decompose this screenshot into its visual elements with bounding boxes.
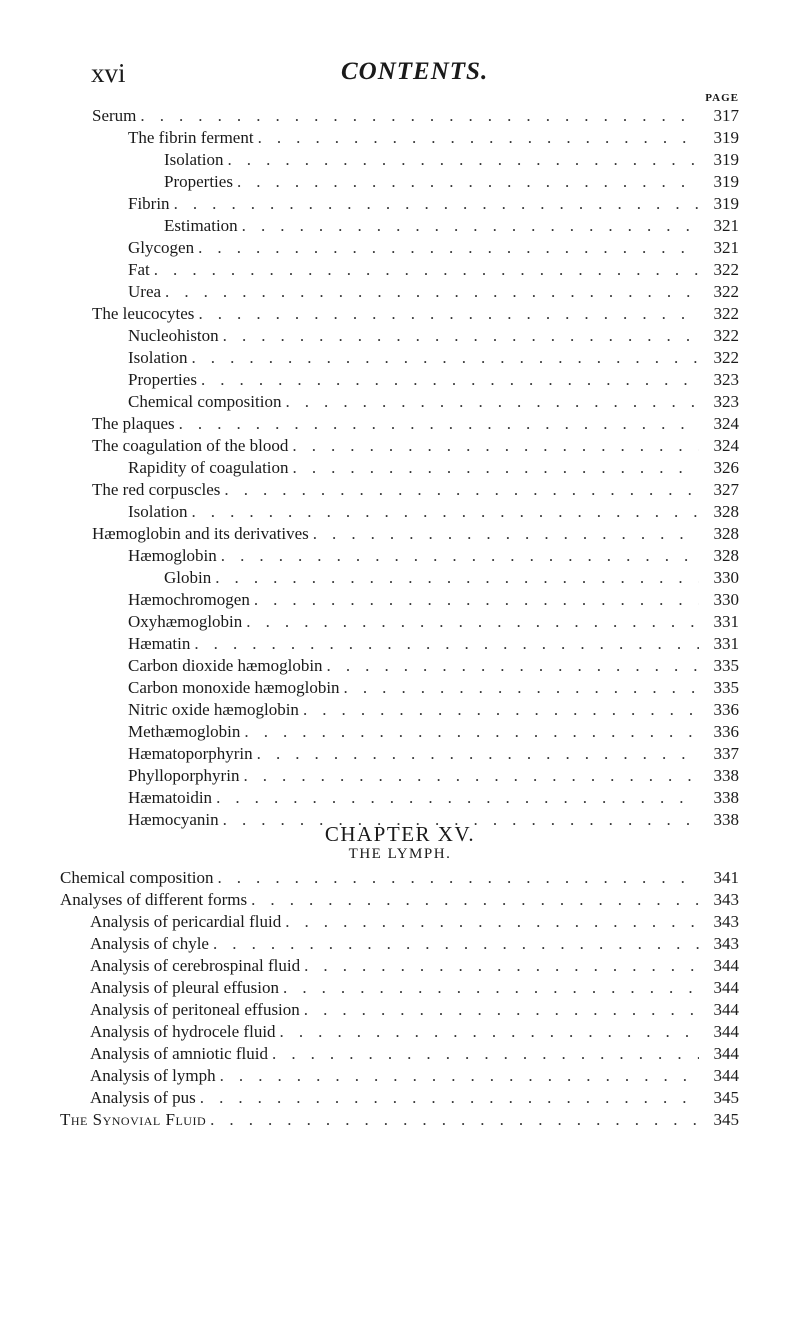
toc-entry: [0, 105, 800, 127]
toc-entry-page: 344: [713, 1066, 739, 1085]
toc-entry-page: 336: [713, 700, 739, 719]
dot-leader: [192, 501, 700, 523]
toc-entry-label: Properties: [128, 370, 197, 389]
toc-entry-page: 319: [713, 128, 739, 147]
dot-leader: [303, 699, 699, 721]
dot-leader: [223, 325, 699, 347]
toc-entry-page: 344: [713, 978, 739, 997]
toc-entry-page: 341: [713, 868, 739, 887]
toc-entry-page: 322: [713, 260, 739, 279]
toc-entry: [0, 611, 800, 633]
toc-entry-page: 328: [713, 502, 739, 521]
toc-entry: [0, 977, 800, 999]
toc-entry-label: Oxyhæmoglobin: [128, 612, 243, 631]
dot-leader: [304, 999, 699, 1021]
toc-entry-label: Hæmochromogen: [128, 590, 250, 609]
toc-entry-page: 322: [713, 348, 739, 367]
toc-entry-label: Methæmoglobin: [128, 722, 241, 741]
page-title: CONTENTS.: [341, 58, 489, 85]
dot-leader: [213, 933, 699, 955]
toc-entry-page: 319: [713, 172, 739, 191]
toc-entry: [0, 999, 800, 1021]
chapter-heading: CHAPTER XV.: [324, 822, 476, 846]
dot-leader: [210, 1109, 699, 1131]
toc-entry: [0, 545, 800, 567]
toc-entry: [0, 1043, 800, 1065]
dot-leader: [344, 677, 699, 699]
toc-entry: [0, 955, 800, 977]
toc-entry-page: 330: [713, 590, 739, 609]
toc-entry: [0, 1021, 800, 1043]
toc-entry-page: 335: [713, 656, 739, 675]
toc-entry: [0, 281, 800, 303]
running-header: [91, 58, 741, 94]
dot-leader: [285, 391, 699, 413]
toc-entry: [0, 457, 800, 479]
toc-entry-label: Hæmatoporphyrin: [128, 744, 253, 763]
toc-entry-page: 345: [713, 1088, 739, 1107]
toc-entry-page: 319: [713, 194, 739, 213]
toc-entry: [0, 699, 800, 721]
toc-entry: [0, 765, 800, 787]
toc-entry: [0, 1087, 800, 1109]
dot-leader: [292, 435, 699, 457]
dot-leader: [224, 479, 699, 501]
dot-leader: [179, 413, 699, 435]
toc-entry-page: 335: [713, 678, 739, 697]
toc-entry-page: 324: [713, 436, 739, 455]
toc-entry: [0, 347, 800, 369]
toc-entry-label: Nitric oxide hæmoglobin: [128, 700, 299, 719]
toc-entry: [0, 369, 800, 391]
dot-leader: [242, 215, 699, 237]
dot-leader: [217, 867, 699, 889]
toc-entry-page: 331: [713, 634, 739, 653]
toc-entry-label: Analysis of hydrocele fluid: [90, 1022, 276, 1041]
dot-leader: [283, 977, 699, 999]
toc-entry: [0, 303, 800, 325]
toc-entry-page: 344: [713, 1022, 739, 1041]
toc-entry-label: Analyses of different forms: [60, 890, 248, 909]
dot-leader: [215, 567, 699, 589]
toc-entry-page: 323: [713, 392, 739, 411]
toc-entry: [0, 721, 800, 743]
toc-entry-label: Analysis of lymph: [90, 1066, 216, 1085]
toc-entry: [0, 435, 800, 457]
page-column-label: PAGE: [705, 92, 739, 104]
toc-entry-page: 338: [713, 810, 739, 829]
dot-leader: [220, 1065, 699, 1087]
toc-entry: [0, 193, 800, 215]
toc-entry-page: 344: [713, 1000, 739, 1019]
toc-entry-page: 326: [713, 458, 739, 477]
toc-entry-page: 327: [713, 480, 739, 499]
toc-entry-page: 322: [713, 304, 739, 323]
toc-entry-label: Globin: [164, 568, 212, 587]
toc-entry-page: 343: [713, 890, 739, 909]
toc-entry: [0, 215, 800, 237]
toc-entry-label: Estimation: [164, 216, 238, 235]
dot-leader: [165, 281, 699, 303]
toc-entry-page: 330: [713, 568, 739, 587]
dot-leader: [285, 911, 699, 933]
toc-entry-label: Properties: [164, 172, 233, 191]
toc-entry: [0, 1109, 800, 1131]
dot-leader: [257, 743, 699, 765]
toc-entry-label: Urea: [128, 282, 162, 301]
dot-leader: [254, 589, 699, 611]
toc-entry-page: 345: [713, 1110, 739, 1129]
dot-leader: [198, 303, 699, 325]
toc-entry-page: 322: [713, 326, 739, 345]
page-number: xvi: [91, 58, 126, 88]
toc-entry-page: 343: [713, 934, 739, 953]
toc-entry-page: 322: [713, 282, 739, 301]
toc-entry-page: 343: [713, 912, 739, 931]
dot-leader: [228, 149, 700, 171]
toc-entry-label: Serum: [92, 106, 137, 125]
dot-leader: [198, 237, 699, 259]
toc-entry-page: 337: [713, 744, 739, 763]
toc-entry-label: Chemical composition: [60, 868, 214, 887]
toc-entry-label: Analysis of pleural effusion: [90, 978, 280, 997]
toc-entry-page: 324: [713, 414, 739, 433]
toc-entry-page: 338: [713, 766, 739, 785]
dot-leader: [327, 655, 699, 677]
toc-entry-label: Analysis of pericardial fluid: [90, 912, 282, 931]
dot-leader: [244, 721, 699, 743]
toc-entry: [0, 127, 800, 149]
toc-entry: [0, 567, 800, 589]
toc-entry-label: The Synovial Fluid: [60, 1110, 207, 1129]
toc-entry-page: 328: [713, 546, 739, 565]
toc-entry-label: Rapidity of coagulation: [128, 458, 289, 477]
toc-entry: [0, 633, 800, 655]
toc-entry: [0, 523, 800, 545]
toc-entry: [0, 501, 800, 523]
toc-entry: [0, 655, 800, 677]
toc-entry-label: Phylloporphyrin: [128, 766, 240, 785]
toc-entry: [0, 933, 800, 955]
toc-entry-label: The fibrin ferment: [128, 128, 254, 147]
toc-entry-label: Hæmatin: [128, 634, 191, 653]
toc-entry: [0, 1065, 800, 1087]
toc-entry-label: Hæmoglobin: [128, 546, 217, 565]
toc-entry: [0, 677, 800, 699]
toc-entry-label: Analysis of cerebrospinal fluid: [90, 956, 301, 975]
dot-leader: [194, 633, 699, 655]
dot-leader: [200, 1087, 699, 1109]
toc-entry: [0, 479, 800, 501]
toc-entry-label: Glycogen: [128, 238, 195, 257]
dot-leader: [258, 127, 699, 149]
dot-leader: [216, 787, 699, 809]
toc-entry: [0, 787, 800, 809]
toc-entry-label: Carbon monoxide hæmoglobin: [128, 678, 340, 697]
toc-entry: [0, 911, 800, 933]
toc-entry: [0, 889, 800, 911]
toc-entry-page: 344: [713, 1044, 739, 1063]
toc-entry-page: 331: [713, 612, 739, 631]
toc-entry-page: 319: [713, 150, 739, 169]
dot-leader: [304, 955, 699, 977]
toc-entry: [0, 149, 800, 171]
dot-leader: [201, 369, 699, 391]
chapter-subtitle: THE LYMPH.: [348, 846, 452, 862]
toc-entry-page: 321: [713, 216, 739, 235]
toc-entry: [0, 743, 800, 765]
toc-entry-label: Chemical composition: [128, 392, 282, 411]
toc-entry-label: Analysis of pus: [90, 1088, 196, 1107]
toc-entry-label: Hæmocyanin: [128, 810, 219, 829]
toc-entry-label: Isolation: [128, 348, 188, 367]
toc-entry-page: 338: [713, 788, 739, 807]
toc-entry: [0, 413, 800, 435]
dot-leader: [221, 545, 699, 567]
contents-list-blood: [0, 105, 800, 831]
dot-leader: [293, 457, 699, 479]
toc-entry-page: 344: [713, 956, 739, 975]
toc-entry-label: Isolation: [128, 502, 188, 521]
dot-leader: [174, 193, 699, 215]
toc-entry-label: Hæmatoidin: [128, 788, 213, 807]
toc-entry-label: Hæmoglobin and its derivatives: [92, 524, 309, 543]
toc-entry-page: 321: [713, 238, 739, 257]
dot-leader: [192, 347, 700, 369]
toc-entry: [0, 391, 800, 413]
toc-entry: [0, 325, 800, 347]
toc-entry-label: Isolation: [164, 150, 224, 169]
toc-entry-label: Fat: [128, 260, 150, 279]
toc-entry-page: 336: [713, 722, 739, 741]
contents-list-lymph: [0, 867, 800, 1131]
toc-entry-label: Analysis of peritoneal effusion: [90, 1000, 300, 1019]
toc-entry-page: 323: [713, 370, 739, 389]
dot-leader: [246, 611, 699, 633]
toc-entry-label: The coagulation of the blood: [92, 436, 289, 455]
toc-entry-label: Fibrin: [128, 194, 170, 213]
toc-entry-label: Analysis of chyle: [90, 934, 209, 953]
toc-entry: [0, 171, 800, 193]
toc-entry-label: The plaques: [92, 414, 175, 433]
toc-entry: [0, 237, 800, 259]
dot-leader: [280, 1021, 699, 1043]
dot-leader: [313, 523, 699, 545]
dot-leader: [243, 765, 699, 787]
toc-entry-label: Carbon dioxide hæmoglobin: [128, 656, 323, 675]
dot-leader: [251, 889, 699, 911]
toc-entry: [0, 867, 800, 889]
toc-entry-label: The red corpuscles: [92, 480, 221, 499]
toc-entry: [0, 259, 800, 281]
toc-entry-label: Analysis of amniotic fluid: [90, 1044, 269, 1063]
toc-entry-label: Nucleohiston: [128, 326, 219, 345]
dot-leader: [140, 105, 699, 127]
toc-entry-label: The leucocytes: [92, 304, 195, 323]
toc-entry-page: 317: [713, 106, 739, 125]
toc-entry: [0, 589, 800, 611]
dot-leader: [272, 1043, 699, 1065]
toc-entry-page: 328: [713, 524, 739, 543]
dot-leader: [237, 171, 699, 193]
dot-leader: [154, 259, 699, 281]
